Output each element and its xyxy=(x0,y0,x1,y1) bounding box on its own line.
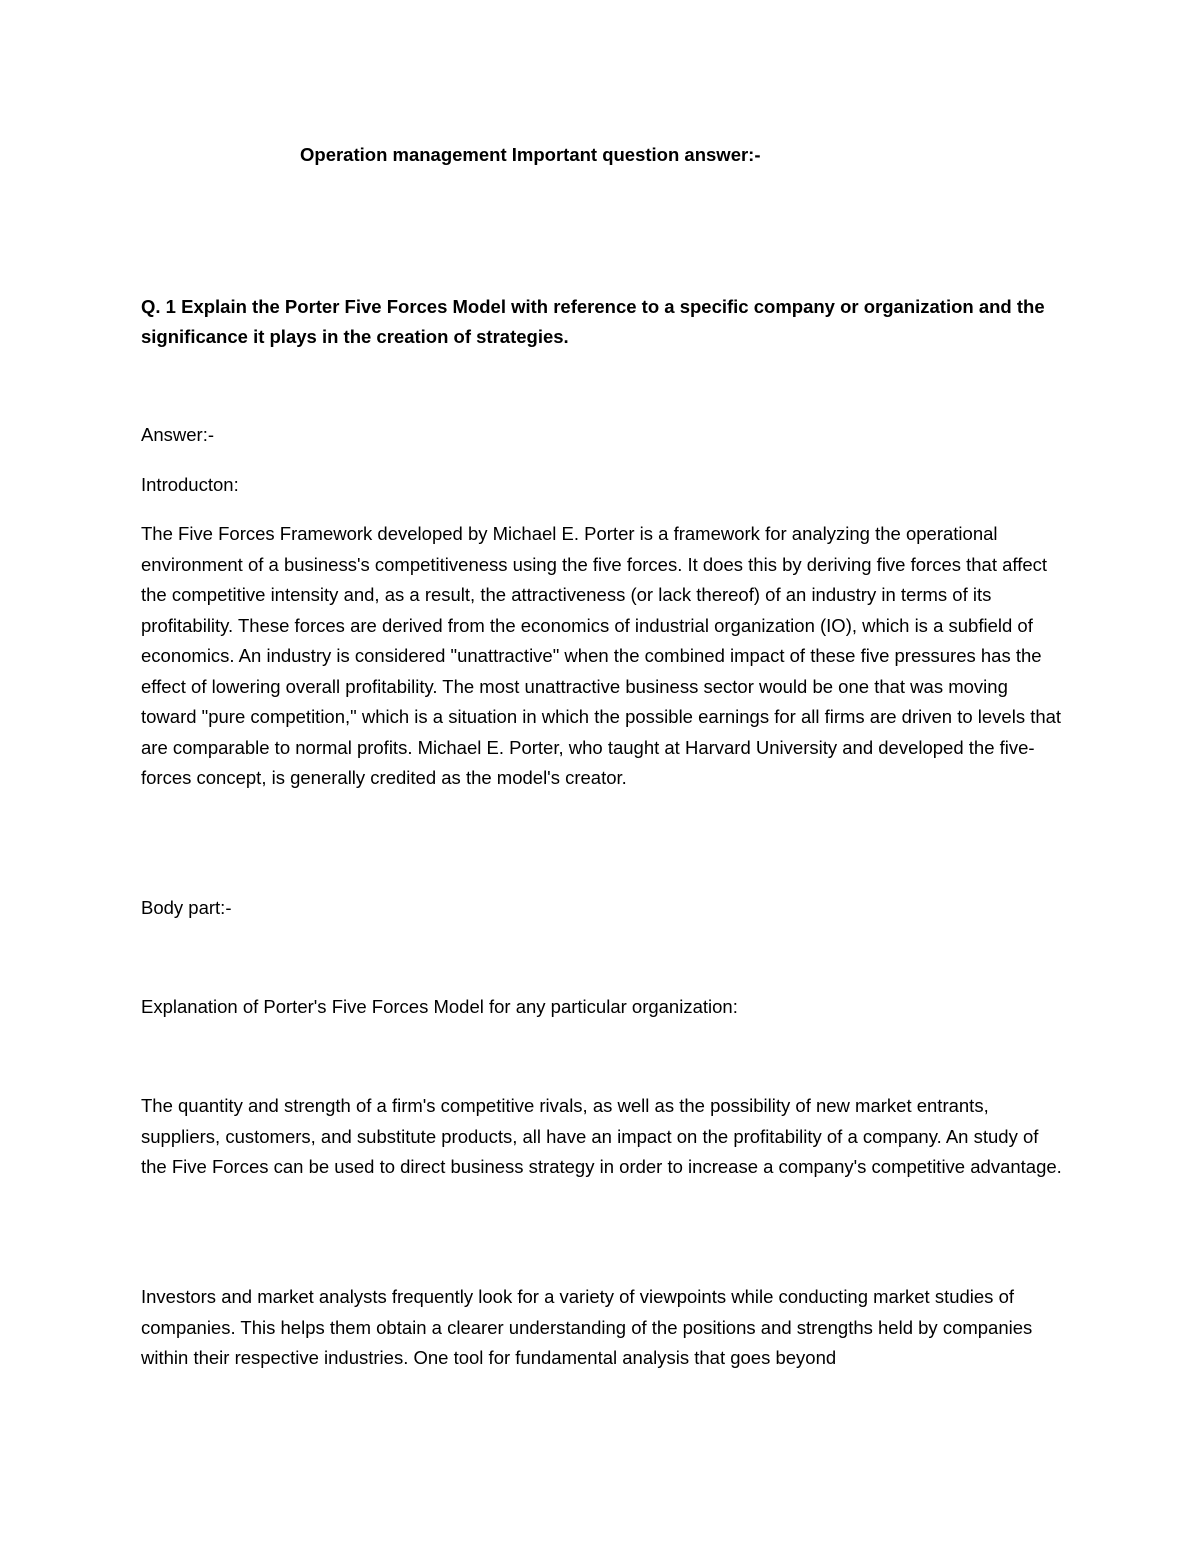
body-part-label: Body part:- xyxy=(141,897,232,918)
paragraph-competitive-rivals: The quantity and strength of a firm's competitive rivals, as well as the possibility of new market entrants, suppliers, customers, and substitute products, all have an impact on the profitability of a company. An study of the Five Forces can be used to direct business strategy in order to increase a company's competitive advantage. xyxy=(141,1095,1062,1177)
answer-label: Answer:- xyxy=(141,424,214,445)
paragraph-investors: Investors and market analysts frequently look for a variety of viewpoints while conducting market studies of companies. This helps them obtain a clearer understanding of the positions and strengths held by companies within their respective industries. One tool for fundamental analysis that goes beyond xyxy=(141,1286,1033,1368)
explanation-heading: Explanation of Porter's Five Forces Model for any particular organization: xyxy=(141,996,738,1017)
document-title: Operation management Important question answer:- xyxy=(300,144,761,165)
introduction-paragraph: The Five Forces Framework developed by Michael E. Porter is a framework for analyzing the operational environment of a business's competitiveness using the five forces. It does this by deriving five forces that affect the competitive intensity and, as a result, the attractiveness (or lack thereof) of an industry in terms of its profitability. These forces are derived from the economics of industrial organization (IO), which is a subfield of economics. An industry is considered "unattractive" when the combined impact of these five pressures has the effect of lowering overall profitability. The most unattractive business sector would be one that was moving toward "pure competition," which is a situation in which the possible earnings for all firms are driven to levels that are comparable to normal profits. Michael E. Porter, who taught at Harvard University and developed the five-forces concept, is generally credited as the model's creator. xyxy=(141,523,1062,788)
question-heading: Q. 1 Explain the Porter Five Forces Model with reference to a specific company or organization and the significance it plays in the creation of strategies. xyxy=(141,296,1045,347)
introduction-label: Introducton: xyxy=(141,474,239,495)
